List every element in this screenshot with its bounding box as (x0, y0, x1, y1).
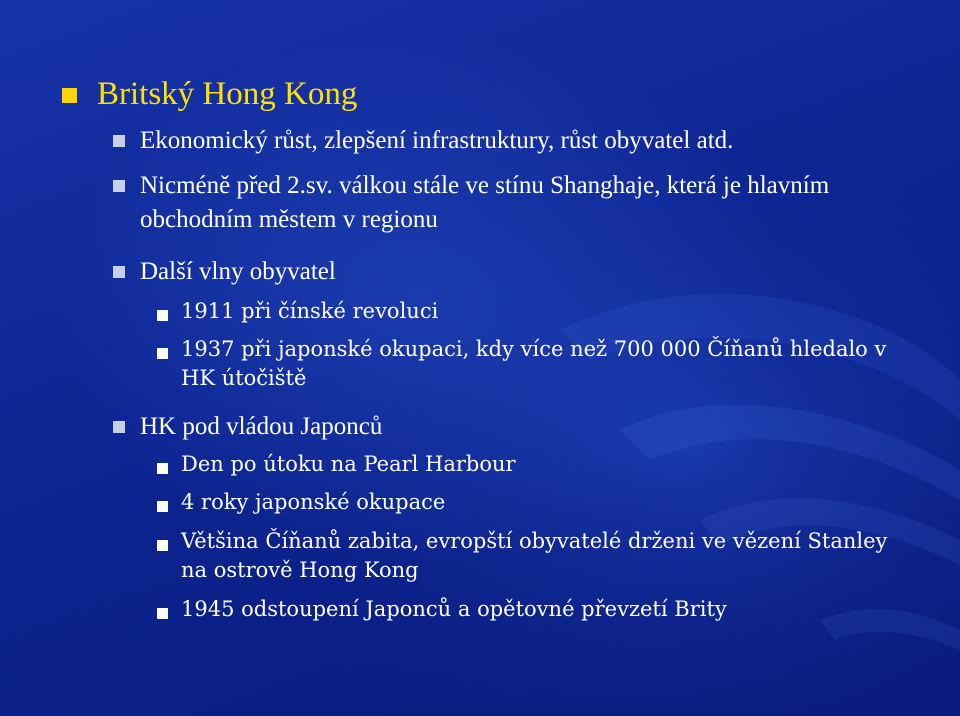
occupation-pearl-harbour: Den po útoku na Pearl Harbour (181, 452, 516, 476)
occupation-1945-return: 1945 odstoupení Japonců a opětovné převzetí Brity (181, 597, 727, 621)
sub-bullet-icon (157, 608, 168, 619)
sub-bullet-icon (157, 310, 168, 321)
bullet-icon (113, 266, 125, 278)
bullet-icon (113, 180, 125, 192)
point-japanese-rule: HK pod vládou Japonců (140, 413, 383, 440)
wave-1937: 1937 při japonské okupaci, kdy více než 700 000 Číňanů hledalo v HK útočiště (181, 337, 887, 390)
point-shanghai: Nicméně před 2.sv. válkou stále ve stínu Shanghaje, která je hlavním obchodním městem v regionu (140, 172, 830, 233)
occupation-stanley-prison: Většina Číňanů zabita, evropští obyvatelé drženi ve vězení Stanley na ostrově Hong Kong (181, 529, 888, 582)
slide-title: Britský Hong Kong (97, 76, 358, 112)
sub-bullet-icon (157, 463, 168, 474)
sub-bullet-icon (157, 501, 168, 512)
sub-bullet-icon (157, 348, 168, 359)
point-economic-growth: Ekonomický růst, zlepšení infrastruktury, růst obyvatel atd. (140, 127, 734, 154)
bullet-icon (113, 135, 125, 147)
point-population-waves: Další vlny obyvatel (140, 258, 336, 285)
bullet-icon (113, 421, 125, 433)
occupation-four-years: 4 roky japonské okupace (181, 490, 446, 514)
title-bullet-icon (62, 88, 77, 103)
wave-1911: 1911 při čínské revoluci (181, 299, 439, 323)
sub-bullet-icon (157, 540, 168, 551)
